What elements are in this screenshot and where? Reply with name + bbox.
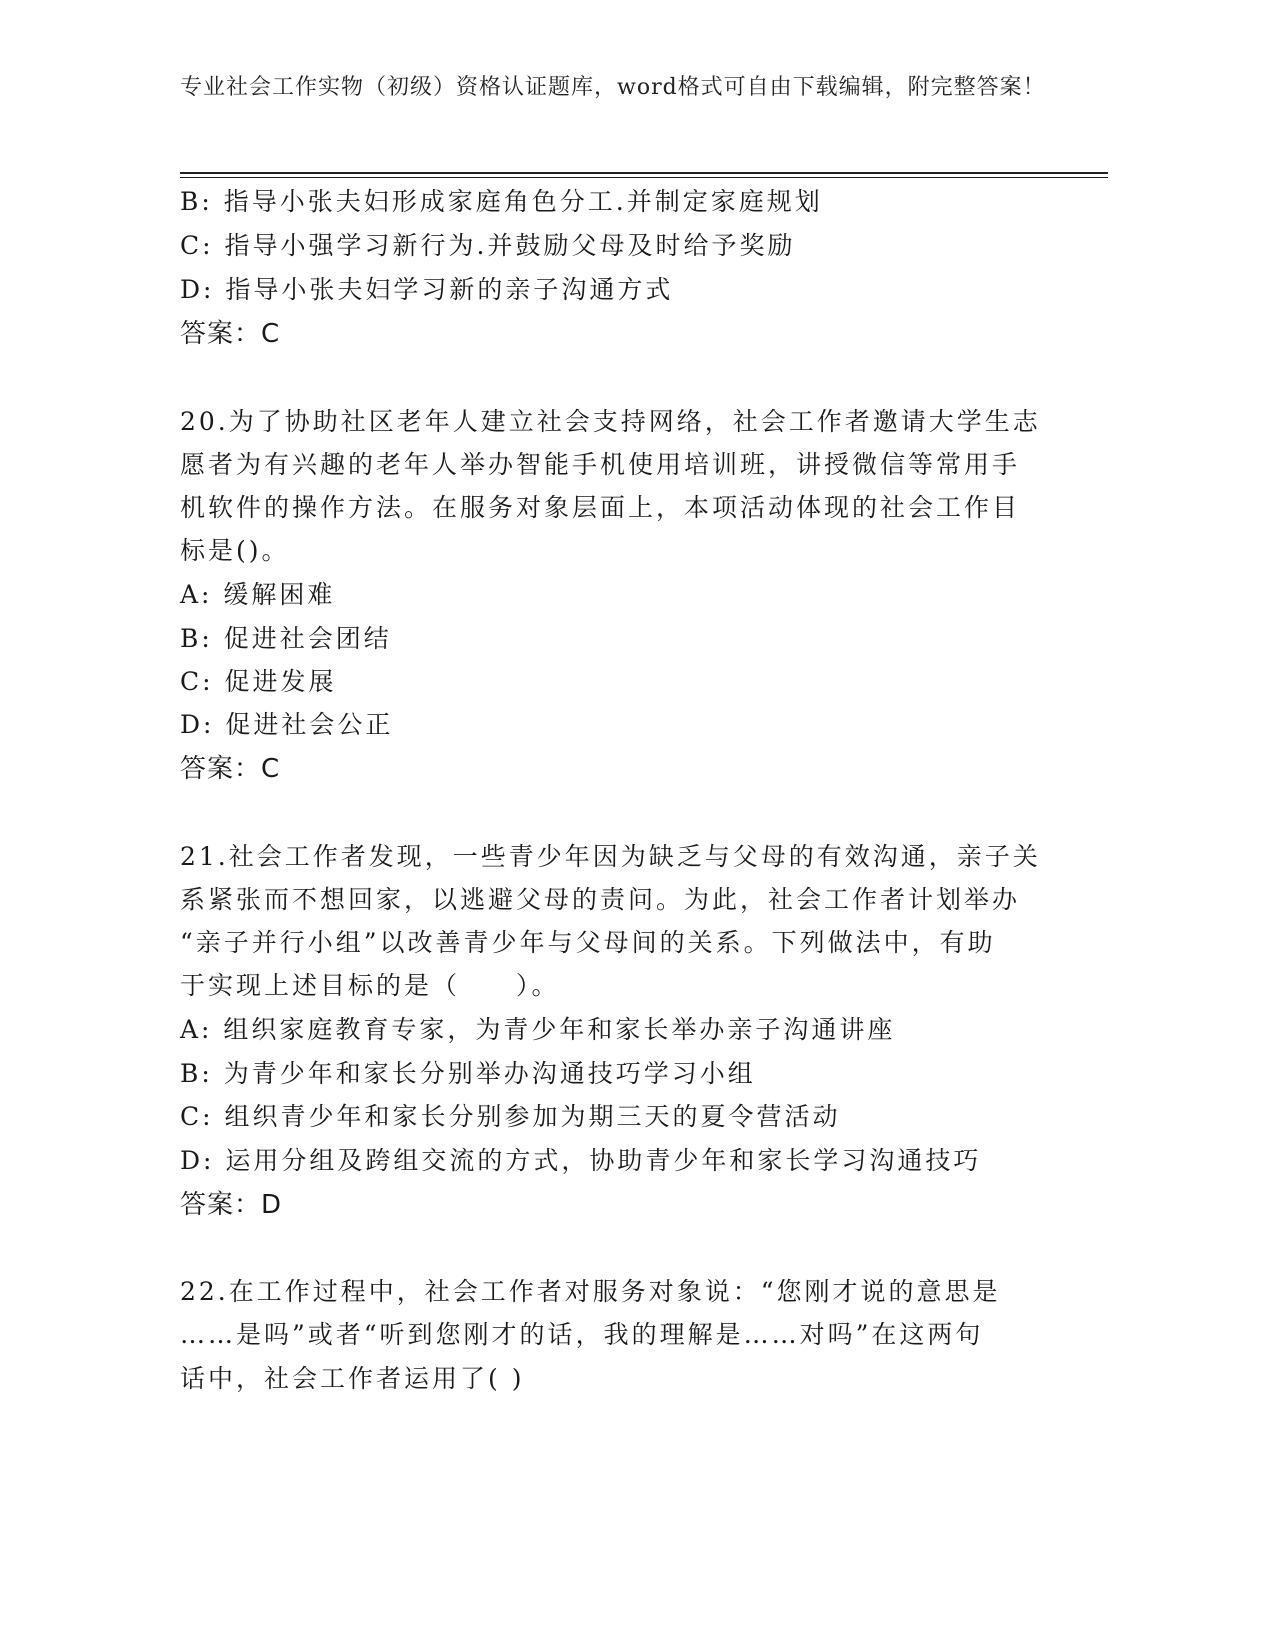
option-d: D: 运用分组及跨组交流的方式，协助青少年和家长学习沟通技巧 — [180, 1146, 982, 1175]
option-c: C: 组织青少年和家长分别参加为期三天的夏令营活动 — [180, 1102, 841, 1131]
question-22-line: 话中，社会工作者运用了( ) — [180, 1364, 525, 1393]
option-b: B: 为青少年和家长分别举办沟通技巧学习小组 — [180, 1059, 756, 1088]
question-20-line: 愿者为有兴趣的老年人举办智能手机使用培训班，讲授微信等常用手 — [180, 450, 1021, 479]
question-22-line: ……是吗”或者“听到您刚才的话，我的理解是……对吗”在这两句 — [180, 1320, 984, 1349]
document-header: 专业社会工作实物（初级）资格认证题库，word格式可自由下载编辑，附完整答案！ — [180, 75, 1046, 100]
option-d: D: 指导小张夫妇学习新的亲子沟通方式 — [180, 275, 674, 304]
question-21-line: 21.社会工作者发现，一些青少年因为缺乏与父母的有效沟通，亲子关 — [180, 842, 1041, 871]
question-21-line: “亲子并行小组”以改善青少年与父母间的关系。下列做法中，有助 — [180, 928, 996, 957]
answer: 答案：C — [180, 754, 281, 784]
question-20-line: 20.为了协助社区老年人建立社会支持网络，社会工作者邀请大学生志 — [180, 407, 1041, 436]
option-d: D: 促进社会公正 — [180, 710, 394, 739]
question-21-line: 系紧张而不想回家，以逃避父母的责问。为此，社会工作者计划举办 — [180, 885, 1021, 914]
header-divider-thick — [180, 172, 1108, 174]
option-a: A: 缓解困难 — [180, 580, 336, 609]
question-21-line: 于实现上述目标的是（ ）。 — [180, 971, 560, 1000]
answer: 答案：D — [180, 1190, 283, 1220]
option-c: C: 指导小强学习新行为.并鼓励父母及时给予奖励 — [180, 231, 796, 260]
option-a: A: 组织家庭教育专家，为青少年和家长举办亲子沟通讲座 — [180, 1015, 896, 1044]
option-c: C: 促进发展 — [180, 667, 337, 696]
question-22-line: 22.在工作过程中，社会工作者对服务对象说：“您刚才说的意思是 — [180, 1277, 1001, 1306]
question-20-line: 机软件的操作方法。在服务对象层面上，本项活动体现的社会工作目 — [180, 493, 1021, 522]
option-b: B: 促进社会团结 — [180, 624, 392, 653]
answer: 答案：C — [180, 319, 281, 349]
question-20-line: 标是()。 — [180, 536, 290, 565]
header-divider-thin — [180, 177, 1108, 178]
option-b: B: 指导小张夫妇形成家庭角色分工.并制定家庭规划 — [180, 187, 823, 216]
